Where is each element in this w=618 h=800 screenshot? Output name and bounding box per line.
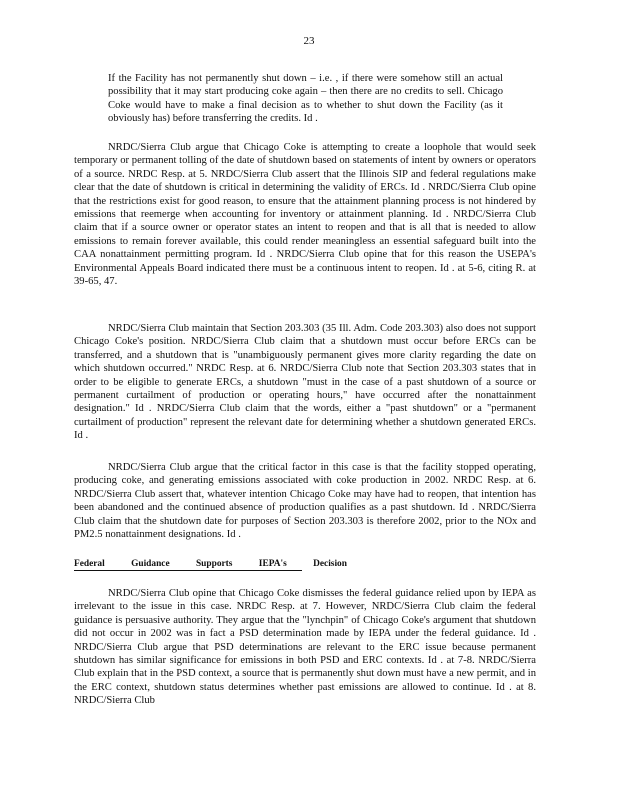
paragraph-federal-guidance: [74, 587, 536, 708]
paragraph-section-203: [74, 322, 536, 443]
heading-word: Federal: [74, 559, 105, 569]
paragraph-section-203-text: NRDC/Sierra Club maintain that Section 203.303 (35 Ill. Adm. Code 203.303) also does not support Chicago Coke's position. NRDC/Sierra Club claim that a shutdown must occur before ERCs can be transferred, and a shutdown that is "unambiguously permanent gives more clarity regarding the date on which shutdown occurred." NRDC Resp. at 6. NRDC/Sierra Club note that Section 203.303 states that in order to be eligible to generate ERCs, a shutdown "must in the case of a past shutdown of a source or permanent curtailment of production or operating hours," have occurred after the nonattainment designation." Id . NRDC/Sierra Club claim that the words, either a "past shutdown" or a "permanent curtailment of production" represent the relevant date for determining whether a shutdown generated ERCs. Id .: [74, 323, 536, 442]
paragraph-federal-guidance-text: NRDC/Sierra Club opine that Chicago Coke dismisses the federal guidance relied upon by IEPA as irrelevant to the issue in this case. NRDC Resp. at 7. However, NRDC/Sierra Club claim the federal guidance is persuasive authority. They argue that the "lynchpin" of Chicago Coke's argument that shutdown did not occur in 2002 was in fact a PSD determination made by IEPA under the federal guidance. Id . NRDC/Sierra Club argue that PSD determinations are relevant to the ERC issue because permanent shutdown has similar significance for emissions in both PSD and ERC contexts. Id . at 7-8. NRDC/Sierra Club explain that in the PSD context, a source that is permanently shut down must have a new permit, and in the ERC context, shutdown status determines whether past emissions are allowed to continue. Id . at 8. NRDC/Sierra Club: [74, 588, 536, 707]
paragraph-loophole-text: NRDC/Sierra Club argue that Chicago Coke is attempting to create a loophole that would seek temporary or permanent tolling of the date of shutdown based on statements of intent by owners or operators of a source. NRDC Resp. at 5. NRDC/Sierra Club assert that the Illinois SIP and federal regulations make clear that the date of shutdown is critical in determining the validity of ERCs. Id . NRDC/Sierra Club opine that the restrictions exist for good reason, to ensure that the attainment planning process is not hindered by emissions that reemerge when accounting for inventory or attainment planning. Id . NRDC/Sierra Club claim that if a source owner or operator states an intent to reopen and that is all that is needed to allow emissions to remain forever available, this could render meaningless an essential safeguard built into the CAA nonattainment permitting program. Id . NRDC/Sierra Club opine that for this reason the USEPA's Environmental Appeals Board indicated there must be a continuous intent to reopen. Id . at 5-6, citing R. at 39-65, 47.: [74, 142, 536, 288]
paragraph-critical-factor-text: NRDC/Sierra Club argue that the critical factor in this case is that the facility stopped operating, producing coke, and generating emissions associated with coke production in 2002. NRDC Resp. at 6. NRDC/Sierra Club assert that, whatever intention Chicago Coke may have had to reopen, that intention has been abandoned and the continued absence of production qualifies as a past shutdown. Id . NRDC/Sierra Club claim that the shutdown date for purposes of Section 203.303 is therefore 2002, prior to the NOx and PM2.5 nonattainment designations. Id .: [74, 462, 536, 541]
section-heading: [74, 558, 347, 571]
heading-word: Decision: [313, 559, 347, 569]
page-number: 23: [303, 35, 315, 47]
block-quote: If the Facility has not permanently shut down – i.e. , if there were somehow still an actual possibility that it may start producing coke again – then there are no credits to sell. Chicago Coke would have to make a final decision as to whether to shut down the Facility (as it obviously has) before transferring the credits. Id .: [108, 73, 503, 125]
paragraph-critical-factor: [74, 461, 536, 541]
heading-word: Supports: [195, 559, 233, 569]
paragraph-loophole: [74, 141, 536, 288]
heading-word: IEPA's: [258, 559, 287, 569]
heading-word: Guidance: [131, 559, 170, 569]
